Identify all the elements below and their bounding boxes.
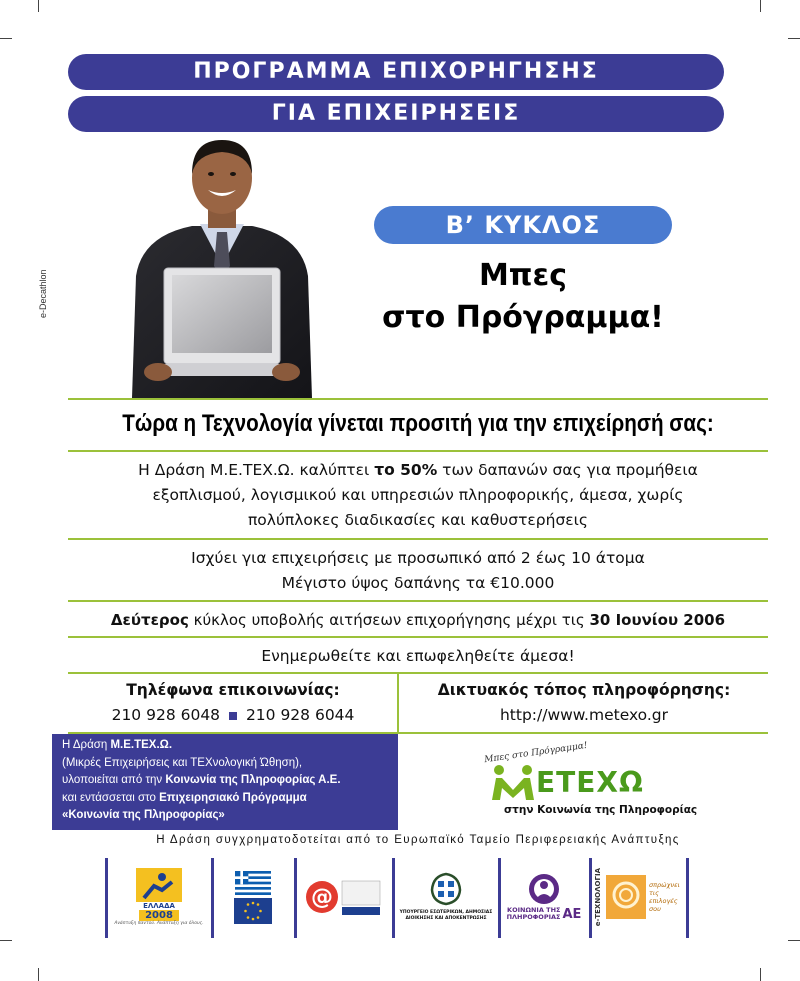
information-society-sa-logo <box>501 862 587 932</box>
logo-separator <box>392 858 395 938</box>
header-title-line1: ΠΡΟΓΡΑΜΜΑ ΕΠΙΧΟΡΗΓΗΣΗΣ <box>68 54 724 90</box>
photo-credit: e-Decathlon <box>38 269 48 318</box>
greek-emblem-icon <box>429 872 463 906</box>
e-technology-logo <box>593 862 684 932</box>
e-technology-caption: σπρώχνει τις επιλογές σου <box>649 881 680 913</box>
crop-mark <box>788 38 800 39</box>
phone-2[interactable]: 210 928 6044 <box>245 706 355 724</box>
divider <box>68 672 768 674</box>
coverage-line1: Η Δράση Μ.Ε.ΤΕΧ.Ω. καλύπτει το 50% των δαπανών σας για προμήθεια <box>138 461 698 479</box>
metexo-m-icon <box>490 764 536 800</box>
divider <box>68 450 768 452</box>
phones-row <box>68 706 398 724</box>
ktp-ae: ΑΕ <box>562 906 582 922</box>
hellas-2008-logo <box>108 862 210 932</box>
metexo-tagline: Μπες στο Πρόγραμμα! <box>483 740 589 766</box>
divider <box>68 636 768 638</box>
crop-mark <box>760 0 761 12</box>
ktp-line1: ΚΟΙΝΩΝΙΑ ΤΗΣ <box>507 905 561 914</box>
website-label: Δικτυακός τόπος πληροφόρησης: <box>437 681 731 699</box>
greek-flag-icon <box>234 871 272 895</box>
website-link[interactable]: http://www.metexo.gr <box>499 706 669 724</box>
crop-mark <box>38 0 39 12</box>
e-technology-vertical-label: e-ΤΕΧΝΟΛΟΓΙΑ <box>594 867 602 927</box>
hellas-motto: Ανάπτυξη παντού. Ανάπτυξη για όλους. <box>114 921 204 926</box>
ministry-of-interior-logo <box>396 862 496 932</box>
eligibility-text <box>68 546 768 596</box>
logo-separator <box>589 858 592 938</box>
cycle-badge: Β’ ΚΥΚΛΟΣ <box>374 206 672 244</box>
info-line2: (Μικρές Επιχειρήσεις και ΤΕΧνολογική Ώθηση), <box>62 756 303 769</box>
info-line5: «Κοινωνία της Πληροφορίας» <box>62 809 225 821</box>
crop-mark <box>760 968 761 981</box>
metexo-name: ΕΤΕΧΩ <box>536 766 644 799</box>
eu-funding-note: Η Δράση συγχρηματοδοτείται από το Ευρωπαϊκό Ταμείο Περιφερειακής Ανάπτυξης <box>156 834 680 846</box>
divider <box>68 398 768 400</box>
square-bullet-icon <box>229 712 237 720</box>
svg-text:@: @ <box>311 885 333 910</box>
hellas-year: 2008 <box>139 910 179 921</box>
eligibility-line2: Μέγιστο ύψος δαπάνης τα €10.000 <box>281 574 555 592</box>
logo-separator <box>686 858 689 938</box>
headline: Τώρα η Τεχνολογία γίνεται προσιτή για την επιχείρησή σας: <box>122 410 714 437</box>
phones-label: Τηλέφωνα επικοινωνίας: <box>126 681 340 699</box>
eu-flag-icon <box>234 898 272 924</box>
ktp-name <box>507 907 582 922</box>
crop-mark <box>0 940 12 941</box>
businessman-laptop-photo <box>122 136 322 398</box>
ktp-line2: ΠΛΗΡΟΦΟΡΙΑΣ <box>506 913 561 921</box>
info-line3: υλοποιείται από την Κοινωνία της Πληροφορίας Α.Ε. <box>62 774 341 786</box>
crop-mark <box>38 968 39 981</box>
swirl-icon <box>606 875 646 919</box>
info-line1: Η Δράση Μ.Ε.ΤΕΧ.Ω. <box>62 739 173 751</box>
divider <box>68 600 768 602</box>
ministry-name: ΥΠΟΥΡΓΕΙΟ ΕΣΩΤΕΡΙΚΩΝ, ΔΗΜΟΣΙΑΣ ΔΙΟΙΚΗΣΗΣ ΚΑΙ ΑΠΟΚΕΝΤΡΩΣΗΣ <box>399 910 493 921</box>
divider <box>68 538 768 540</box>
coverage-text <box>68 458 768 533</box>
crop-mark <box>0 38 12 39</box>
ktp-emblem-icon <box>524 873 564 905</box>
slogan-line2: στο Πρόγραμμα! <box>382 300 664 335</box>
contact-divider <box>397 673 399 733</box>
crop-mark <box>788 940 800 941</box>
header-title-line2: ΓΙΑ ΕΠΙΧΕΙΡΗΣΕΙΣ <box>68 96 724 132</box>
eligibility-line1: Ισχύει για επιχειρήσεις με προσωπικό από 2 έως 10 άτομα <box>191 549 645 567</box>
phone-1[interactable]: 210 928 6048 <box>111 706 221 724</box>
info-line4: και εντάσσεται στο Επιχειρησιακό Πρόγραμμα <box>62 791 307 804</box>
call-to-action: Ενημερωθείτε και επωφεληθείτε άμεσα! <box>261 647 575 665</box>
runner-icon <box>136 868 182 902</box>
slogan-line1: Μπες <box>478 258 568 293</box>
information-society-programme-logo <box>298 862 390 932</box>
metexo-subtitle: στην Κοινωνία της Πληροφορίας <box>504 804 698 816</box>
coverage-line3: πολύπλοκες διαδικασίες και καθυστερήσεις <box>247 511 589 529</box>
logo-separator <box>294 858 297 938</box>
deadline-text: Δεύτερος κύκλος υποβολής αιτήσεων επιχορήγησης μέχρι τις 30 Ιουνίου 2006 <box>110 611 726 629</box>
metexo-logo <box>470 740 698 826</box>
info-box <box>52 734 398 830</box>
at-sign-icon <box>304 875 384 919</box>
coverage-line2: εξοπλισμού, λογισμικού και υπηρεσιών πληροφορικής, άμεσα, χωρίς <box>152 486 684 504</box>
greek-eu-flags <box>214 862 292 932</box>
hellas-title: ΕΛΛΑΔΑ <box>143 902 175 910</box>
